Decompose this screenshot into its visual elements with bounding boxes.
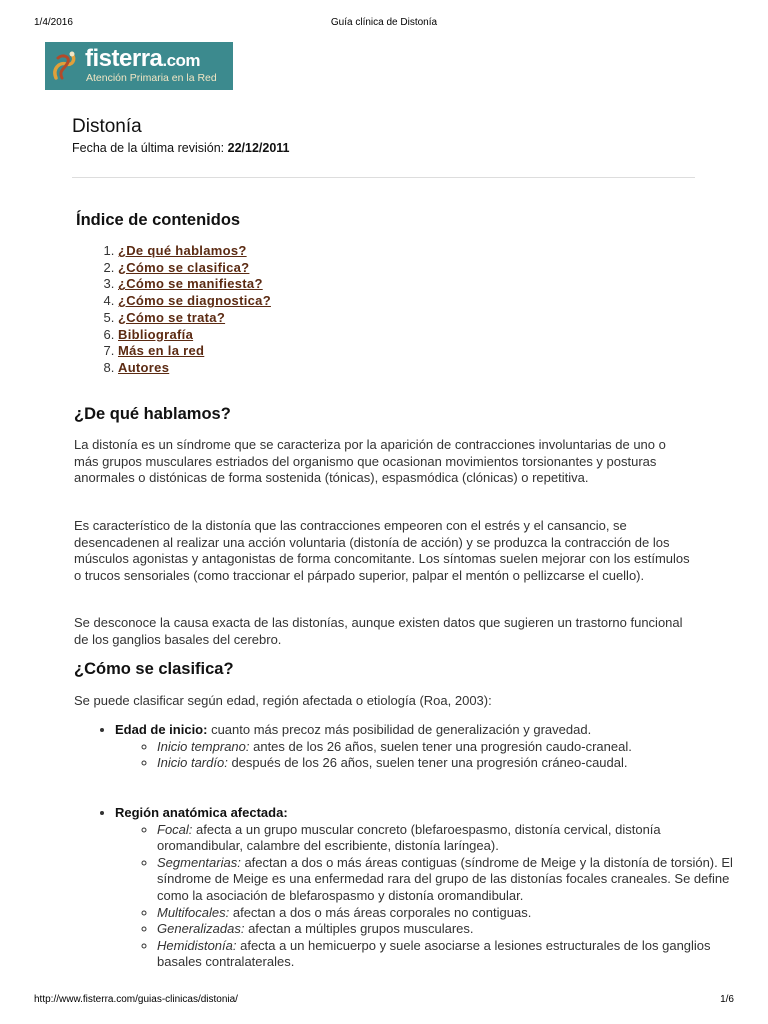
section-heading-como-se-clasifica: ¿Cómo se clasifica? <box>74 660 234 678</box>
toc-item <box>118 360 271 377</box>
print-page-number: 1/6 <box>720 994 734 1005</box>
region-sublist <box>115 822 737 971</box>
toc-link-como-se-manifiesta[interactable]: ¿Cómo se manifiesta? <box>118 276 263 292</box>
toc-link-como-se-clasifica[interactable]: ¿Cómo se clasifica? <box>118 259 250 275</box>
toc-item <box>118 293 271 310</box>
print-title: Guía clínica de Distonía <box>330 17 438 28</box>
logo-brand: fisterra.com <box>85 45 201 72</box>
list-item: ◦ Segmentarias: afectan a dos o más áreas contiguas (síndrome de Meige y la distonía de torsión). El síndrome de Meige es una enfermedad rara del grupo de las distonías focales craneales. Se define como la asociación de blefarospasmo y distonía oromandibular. <box>157 855 737 905</box>
toc-heading: Índice de contenidos <box>76 211 241 229</box>
age-sublist <box>115 739 737 772</box>
divider <box>72 177 695 178</box>
print-date: 1/4/2016 <box>34 17 73 28</box>
toc-link-como-se-trata[interactable]: ¿Cómo se trata? <box>118 309 226 325</box>
fisterra-logo[interactable] <box>45 42 233 90</box>
age-label: Edad de inicio: <box>115 722 208 737</box>
list-item: ◦ Multifocales: afectan a dos o más áreas corporales no contiguas. <box>157 905 737 922</box>
classification-age-list <box>74 722 737 772</box>
toc-item <box>118 260 271 277</box>
toc-link-de-que-hablamos[interactable]: ¿De qué hablamos? <box>118 243 247 258</box>
list-item: ◦ Generalizadas: afectan a múltiples grupos musculares. <box>157 921 737 938</box>
section-intro <box>74 693 694 710</box>
toc-item <box>118 327 271 344</box>
section-paragraph <box>74 518 694 584</box>
list-item: ◦ Hemidistonía: afecta a un hemicuerpo y suele asociarse a lesiones estructurales de los ganglios basales contralaterales. <box>157 938 737 971</box>
classification-region-list <box>74 805 737 971</box>
list-item: • Edad de inicio: cuanto más precoz más posibilidad de generalización y gravedad. ◦ Inicio temprano: antes de los 26 años, suelen tener una progresión caudo-craneal. ◦ Inicio tardío: después de los 26 años, suelen tener una progresión cráneo-caudal. <box>115 722 737 772</box>
section-de-que-hablamos <box>74 437 694 487</box>
table-of-contents <box>76 243 271 377</box>
list-item: ◦ Inicio temprano: antes de los 26 años, suelen tener una progresión caudo-craneal. <box>157 739 737 756</box>
list-item: ◦ Focal: afecta a un grupo muscular concreto (blefaroespasmo, distonía cervical, distonía oromandibular, calambre del escribiente, distonía laríngea). <box>157 822 737 855</box>
toc-link-mas-en-la-red[interactable]: Más en la red <box>118 343 205 359</box>
paragraph: Se desconoce la causa exacta de las distonías, aunque existen datos que sugieren un trastorno funcional de los ganglios basales del cerebro. <box>74 615 683 647</box>
paragraph: Se puede clasificar según edad, región afectada o etiología (Roa, 2003): <box>74 693 492 708</box>
paragraph: Es característico de la distonía que las contracciones empeoren con el estrés y el cansancio, se desencadenen al realizar una acción voluntaria (distonía de acción) y se produzca la contracción de los músculos agonistas y antagonistas de forma concomitante. Los síntomas suelen mejorar con los estímulos o trucos sensoriales (como traccionar el párpado superior, palpar el mentón o pellizcarse el cuello). <box>74 518 690 583</box>
list-item <box>115 805 737 971</box>
toc-item <box>118 243 271 260</box>
toc-link-autores[interactable]: Autores <box>118 359 170 375</box>
page-title: Distonía <box>72 116 142 137</box>
section-paragraph <box>74 615 694 648</box>
section-heading-de-que-hablamos: ¿De qué hablamos? <box>74 405 231 423</box>
revision-date: Fecha de la última revisión: 22/12/2011 <box>72 141 290 155</box>
toc-item <box>118 310 271 327</box>
print-url: http://www.fisterra.com/guias-clinicas/distonia/ <box>34 994 238 1005</box>
logo-icon <box>50 48 80 89</box>
toc-item <box>118 276 271 293</box>
paragraph: La distonía es un síndrome que se caracteriza por la aparición de contracciones involuntarias de uno o más grupos musculares estriados del organismo que ocasionan movimientos torsionantes y posturas anormales o distónicas de forma sostenida (tónicas), espasmódica (clónicas) o repetitiva. <box>74 437 666 486</box>
toc-link-bibliografia[interactable]: Bibliografía <box>118 326 194 342</box>
toc-link-como-se-diagnostica[interactable]: ¿Cómo se diagnostica? <box>118 293 271 309</box>
list-item: ◦ Inicio tardío: después de los 26 años, suelen tener una progresión cráneo-caudal. <box>157 755 737 772</box>
region-label: Región anatómica afectada: <box>115 805 288 820</box>
toc-item <box>118 343 271 360</box>
logo-tagline: Atención Primaria en la Red <box>86 72 217 84</box>
